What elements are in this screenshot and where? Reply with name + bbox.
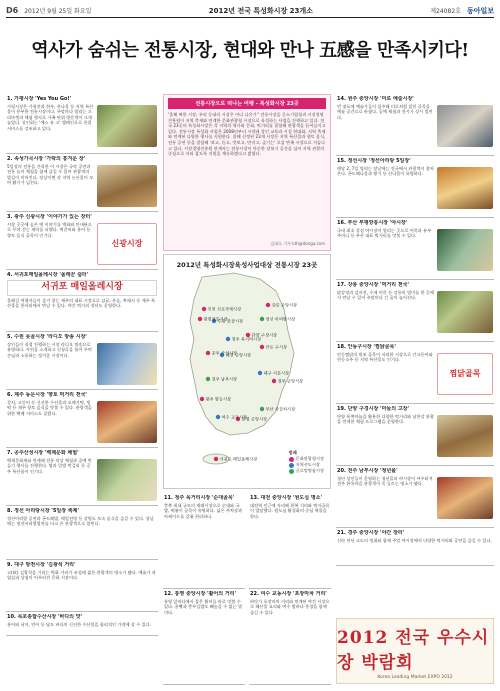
market-marker-label: 광주 양동시장 <box>205 396 232 402</box>
market-marker-label: 통영 중앙시장 <box>241 416 268 422</box>
issue-date: 2012년 9월 25일 화요일 <box>24 8 92 15</box>
market-marker <box>258 371 262 375</box>
market-marker <box>226 337 230 341</box>
article-body: 바닷가 포장마차 거리와 연계된 야간 시장으로 해산물 요리와 여수 밤바다 풍경을 함께 즐길 수 있다. <box>250 598 330 615</box>
left-article <box>6 560 158 612</box>
market-sign-photo: 신광시장 <box>97 223 157 265</box>
article-title: 20. 전주 남부시장 '청년몰' <box>337 468 398 474</box>
expo-logo <box>336 618 494 684</box>
middle-right-stack <box>249 493 331 685</box>
section-title: 2012년 전국 특성화시장 23개소 <box>208 6 313 15</box>
left-article <box>6 448 158 506</box>
article-body: 닭강정과 감자전, 수제 어묵 등 강릉의 별미를 한 곳에서 만날 수 있어 주말마다 긴 줄이 늘어선다. <box>337 289 434 301</box>
left-article <box>6 612 158 636</box>
market-marker-label: 경주 중앙시장 <box>277 378 304 384</box>
article-body: 5일장의 전통을 간직한 이 시장은 국악 공연과 전통 놀이 체험을 함께 즐길 수 있어 관광객의 발길이 이어진다. 장날이면 각 지역 농산물이 모여 활기가 넘친다. <box>7 163 94 186</box>
issue-number: 제24082호 <box>430 8 461 15</box>
left-article <box>6 506 158 560</box>
article-body: 백제문화제와 연계해 전통 의상 체험과 공예 만들기 행사를 진행한다. 밤과 알밤 막걸리 등 공주 특산품이 인기다. <box>7 457 92 474</box>
market-sign-photo: 서귀포 매일올레시장 <box>7 280 157 296</box>
legend-label: 지역선도시장 <box>295 462 320 467</box>
market-marker-label: 강릉 중앙시장 <box>271 302 298 308</box>
market-marker <box>272 379 276 383</box>
article-body: 시장 곳곳에 숨은 옛 이야기를 벽화와 안내판으로 꾸며 걷는 재미를 더했다. 떡갈비와 홍어 등 향토 음식 골목이 인기다. <box>7 221 92 238</box>
market-marker-label: 안동 구시장 <box>265 344 288 350</box>
market-marker <box>202 307 206 311</box>
left-article <box>6 212 158 270</box>
right-article <box>336 342 494 404</box>
market-photo <box>437 167 493 209</box>
left-column <box>6 94 158 636</box>
market-marker <box>214 457 218 461</box>
article-body: 정선아리랑 공연과 곤드레밥, 메밀전병 등 강원도 토속 음식을 즐길 수 있다. 장날에는 정선아리랑열차를 타고 온 관광객으로 붐빈다. <box>7 515 154 527</box>
article-title: 18. 안동구시장 '찜닭골목' <box>337 344 396 350</box>
article-title: 3. 광주 신광시장 '이야기가 있는 장터' <box>7 214 92 220</box>
legend-dot-icon <box>289 463 294 468</box>
article-body: 빈 점포에 예술가들이 입주해 미로처럼 얽힌 골목을 예술 공간으로 바꿨다. 공예 체험과 전시가 상시 열린다. <box>337 103 433 120</box>
article-title: 11. 청주 육거리시장 '순대골목' <box>164 495 235 501</box>
legend-label: 문화관광형시장 <box>295 456 324 461</box>
left-article <box>6 390 158 448</box>
left-article <box>6 270 158 332</box>
market-marker <box>206 351 210 355</box>
page-headline: 역사가 숨쉬는 전통시장, 현대와 만나 五感을 만족시키다! <box>31 40 469 61</box>
middle-article <box>163 493 245 589</box>
market-marker <box>200 397 204 401</box>
article-body: 대전역 인근에 자리해 한복 거리와 먹자골목이 발달했다. 원도심 활성화의 중심 역할을 한다. <box>250 502 330 519</box>
right-article <box>336 218 494 280</box>
article-title: 17. 강릉 중앙시장 '먹거리 천국' <box>337 282 410 288</box>
article-body: 안동찜닭의 원조 골목이 자리한 시장으로 간고등어와 안동소주 등 지역 특산물도 인기다. <box>337 351 433 363</box>
middle-article <box>249 493 331 589</box>
article-title: 10. 목포종합수산시장 '바다의 맛' <box>7 614 83 620</box>
intro-body: '올해 딱한 시장, 우리 동네의 시장은 어디 나온가'' 전통시장을 중소기업청과 시장경영진흥원이 지역 축제와 연계한 문화관광형 시장으로 육성하는 사업을 진행하고 있다. 전국 23곳의 특성화시장은 각 지역의 역사와 문화, 먹거리를 결합해 관광객을 끌어들이고 있다. 전통시장 특성화 사업은 2008년부터 시작돼 상인 교육과 시설 현대화, 지역 축제와 연계된 다양한 행사를 지원한다. 올해 선정된 23개 시장은 지역 특산물과 향토 음식, 전통 공연 등을 결합해 '보고, 듣고, 맛보고, 만지고, 즐기는' 오감 만족 시장으로 거듭나고 있다. 시장경영진흥원 관계자는 전통시장이 단순한 장보기 공간을 넘어 지역 관광의 중심으로 자리 잡도록 지원을 계속하겠다고 밝혔다. <box>168 112 326 157</box>
article-body: 신라 천년 고도의 정취와 함께 주말 야시장에서 다양한 먹거리와 공연을 즐길 수 있다. <box>337 537 492 543</box>
market-sign-photo: 찜닭골목 <box>437 353 493 395</box>
market-marker-label: 인천 신포국제시장 <box>207 306 242 312</box>
market-marker-label: 전주 남부시장 <box>211 376 238 382</box>
market-marker-label: 정선 아리랑시장 <box>265 316 296 322</box>
article-title: 8. 정선 아리랑시장 '5일장 축제' <box>7 508 80 514</box>
right-article <box>336 466 494 528</box>
market-marker <box>260 345 264 349</box>
article-body: 고(故) 김광석을 기리는 벽화 거리가 조성돼 젊은 관광객의 명소가 됐다. 예술가 작업실과 상점이 어우러진 문화 시장이다. <box>7 569 156 581</box>
market-marker <box>216 415 220 419</box>
market-marker-label: 부산 자갈치시장 <box>265 406 296 412</box>
market-photo <box>97 401 157 443</box>
market-marker-label: 단양 구경시장 <box>251 332 278 338</box>
right-article <box>336 404 494 466</box>
right-article <box>336 528 494 566</box>
market-marker-label: 대전 중앙시장 <box>225 352 252 358</box>
expo-logo-title: 2012 전국 우수시장 박람회 <box>337 627 490 673</box>
market-photo <box>437 415 493 457</box>
market-photo <box>437 105 493 147</box>
right-column <box>336 94 494 566</box>
market-marker-label: 대구 서문시장 <box>263 370 290 376</box>
article-body: 홍어와 낙지, 민어 등 남도 바다의 신선한 수산물을 합리적인 가격에 살 수 있다. <box>7 621 152 627</box>
intro-source: 김태호 기자 kth@donga.com <box>270 241 325 246</box>
legend-entry <box>289 468 324 474</box>
korea-map <box>164 269 330 474</box>
map-title: 2012년 특성화시장육성사업대상 전통시장 23곳 <box>176 261 318 269</box>
article-title: 7. 공주산성시장 '백제문화 체험' <box>7 450 79 456</box>
market-photo <box>97 105 157 147</box>
left-article <box>6 332 158 390</box>
market-marker-label: 공주 산성시장 <box>211 350 238 356</box>
article-title: 13. 대전 중앙시장 '원도심 명소' <box>250 495 323 501</box>
article-title: 22. 여수 교동시장 '포장마차 거리' <box>250 591 327 597</box>
article-title: 21. 경주 중앙시장 '야간 장터' <box>337 530 405 536</box>
middle-left-stack <box>163 493 245 685</box>
market-photo <box>97 459 157 501</box>
article-body: 올레길 여행자들이 즐겨 찾는 제주의 대표 시장으로 감귤, 옥돔, 흑돼지 등 제주 특산물을 한자리에서 만날 수 있다. 야간 먹거리 장터도 운영한다. <box>7 297 156 309</box>
article-title: 4. 서귀포매일올레시장 '올레꾼 쉼터' <box>7 272 89 278</box>
page-header <box>6 4 494 18</box>
market-photo <box>437 229 493 271</box>
market-marker <box>266 303 270 307</box>
expo-logo-subtitle: Korea Leading Market EXPO 2012 <box>377 674 453 680</box>
article-body: 가평시장은 가평잣과 한우, 산나물 등 지역 특산물이 풍부한 전통시장이다. 주말마다 열리는 프리마켓과 체험 행사로 가족 단위 방문객이 크게 늘었다. 상인회는 '예스 유 고' 캠페인으로 친절 서비스를 강조하고 있다. <box>7 103 94 131</box>
article-title: 2. 속성가곡시장 '가락의 흥겨운 장' <box>7 156 86 162</box>
market-marker-label: 수원 못골시장 <box>217 318 244 324</box>
middle-article <box>249 589 331 685</box>
left-article <box>6 94 158 154</box>
market-marker <box>206 377 210 381</box>
article-title: 1. 가평시장 'Yes You Go!' <box>7 96 72 102</box>
article-body: 단양 육쪽마늘을 활용한 다양한 먹거리와 남한강 관광을 연계한 체험 프로그램을 운영한다. <box>337 413 434 425</box>
article-body: 갈치, 고등어 등 신선한 수산물과 오메기떡, 빙떡 등 제주 향토 음식을 맛볼 수 있다. 관광객을 위한 택배 서비스도 갖췄다. <box>7 399 92 416</box>
article-title: 16. 부산 부평깡통시장 '야시장' <box>337 220 408 226</box>
article-title: 5. 수원 못골시장 '라디오 방송 시장' <box>7 334 87 340</box>
middle-article <box>163 589 245 685</box>
article-title: 15. 정선시장 '정선아리랑 5일장' <box>337 158 411 164</box>
intro-box <box>163 94 331 251</box>
right-article <box>336 94 494 156</box>
market-marker-label: 광명전통시장 <box>203 316 228 322</box>
article-body: 국내 최초 상설 야시장이 열리는 곳으로 어묵과 유부주머니 등 부산 대표 먹거리를 맛볼 수 있다. <box>337 227 432 239</box>
market-marker-label: 청주 육거리시장 <box>231 336 262 342</box>
article-title: 19. 단양 구경시장 '마늘의 고장' <box>337 406 410 412</box>
article-body: 충북 최대 규모의 재래시장으로 순대와 국밥, 떡볶이 골목이 유명하다. 넓은 주차장과 아케이드를 갖춰 편리하다. <box>164 502 243 519</box>
article-body: 청년 상인들이 운영하는 청년몰과 야시장이 어우러져 전주 한옥마을 관광객이 꼭 들르는 명소가 됐다. <box>337 475 433 487</box>
newspaper-logo: 동아일보 <box>466 6 494 15</box>
right-article <box>336 280 494 342</box>
market-marker <box>260 407 264 411</box>
market-map <box>163 254 331 489</box>
article-title: 6. 제주 동문시장 '향토 먹거리 천국' <box>7 392 87 398</box>
legend-dot-icon <box>289 469 294 474</box>
left-article <box>6 154 158 212</box>
market-photo <box>97 343 157 385</box>
market-photo <box>437 291 493 333</box>
article-title: 12. 통영 중앙시장 '활어의 거리' <box>164 591 237 597</box>
article-body: 매달 2, 7일 열리는 장날에는 전국에서 관광객이 찾아온다. 곤드레나물과 황기 등 산나물이 유명하다. <box>337 165 434 177</box>
article-body: 통영 앞바다에서 잡은 활어를 바로 맛볼 수 있다. 꿀빵과 충무김밥도 빼놓을 수 없는 별미다. <box>164 598 243 615</box>
market-marker-label: 서귀포 매일올레시장 <box>219 456 258 462</box>
market-photo <box>437 477 493 519</box>
right-article <box>336 156 494 218</box>
market-photo <box>97 165 157 207</box>
market-marker <box>260 317 264 321</box>
market-marker <box>198 317 202 321</box>
legend-label: 글로벌명품시장 <box>295 468 324 473</box>
intro-title: 전통시장으로 떠나는 여행 - 특성화시장 23곳 <box>168 98 326 109</box>
map-legend <box>289 450 324 474</box>
page-number: D6 <box>6 6 19 15</box>
article-title: 9. 대구 방천시장 '김광석 거리' <box>7 562 76 568</box>
market-marker-label: 여수 교동시장 <box>221 414 248 420</box>
legend-heading: 범례 <box>288 450 297 455</box>
legend-dot-icon <box>289 457 294 462</box>
article-body: 상인들이 직접 진행하는 시장 라디오 방송으로 유명하다. 사연을 소개하고 신청곡을 틀어 주며 손님과 소통하는 정겨운 시장이다. <box>7 341 92 358</box>
article-title: 14. 원주 중앙시장 '미로 예술시장' <box>337 96 414 102</box>
